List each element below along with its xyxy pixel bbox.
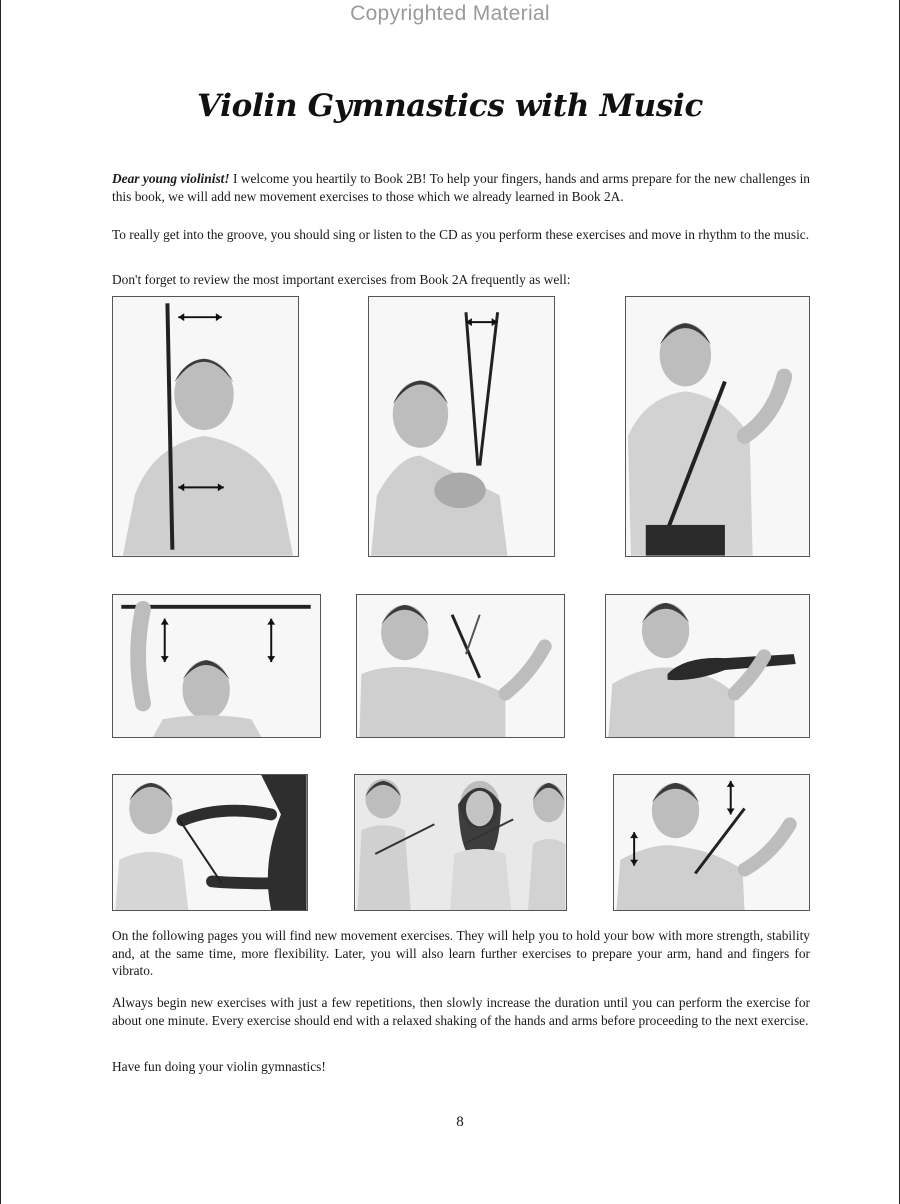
photo-bow-overhead	[112, 594, 321, 738]
always-paragraph: Always begin new exercises with just a few repetitions, then slowly increase the duration until you can perform the exercise for about one minute. Every exercise should end with a relaxed shaking of the hands and arms before proceeding to the next exercise.	[112, 995, 810, 1028]
photo-boy-playing-violin-image	[606, 595, 809, 737]
copyright-watermark: Copyrighted Material	[350, 2, 550, 25]
photo-teacher-helping	[112, 774, 308, 911]
photo-boy-bow-arrows	[613, 774, 810, 911]
photo-boy-bow-arrows-image	[614, 775, 809, 910]
photo-bow-vertical	[112, 296, 299, 557]
page-edge-left	[0, 0, 1, 1204]
photo-group-children-image	[355, 775, 566, 910]
photo-boy-violin-standing	[625, 296, 810, 557]
photo-bow-vertical-image	[113, 297, 298, 556]
photo-bow-v-shape-image	[369, 297, 554, 556]
photo-bow-overhead-image	[113, 595, 320, 737]
page-title: Violin Gymnastics with Music	[196, 88, 704, 124]
intro-text: I welcome you heartily to Book 2B! To help your fingers, hands and arms prepare for the new challenges in this book, we will add new movement exercises to those which we already learned in Book 2A.	[112, 171, 810, 204]
groove-paragraph: To really get into the groove, you should sing or listen to the CD as you perform these exercises and move in rhythm to the music.	[112, 227, 810, 242]
have-fun-paragraph: Have fun doing your violin gymnastics!	[112, 1059, 326, 1074]
intro-lead: Dear young violinist!	[112, 171, 230, 186]
page-number: 8	[456, 1114, 464, 1130]
photo-boy-bowing	[356, 594, 565, 738]
intro-paragraph	[112, 170, 810, 205]
following-paragraph: On the following pages you will find new movement exercises. They will help you to hold your bow with more strength, stability and, at the same time, more flexibility. Later, you will also learn further exercises to prepare your arm, hand and fingers for vibrato.	[112, 928, 810, 978]
photo-boy-playing-violin	[605, 594, 810, 738]
photo-bow-v-shape	[368, 296, 555, 557]
photo-boy-bowing-image	[357, 595, 564, 737]
photo-boy-violin-standing-image	[626, 297, 809, 556]
photo-group-children	[354, 774, 567, 911]
review-paragraph: Don't forget to review the most important exercises from Book 2A frequently as well:	[112, 272, 571, 287]
photo-teacher-helping-image	[113, 775, 307, 910]
